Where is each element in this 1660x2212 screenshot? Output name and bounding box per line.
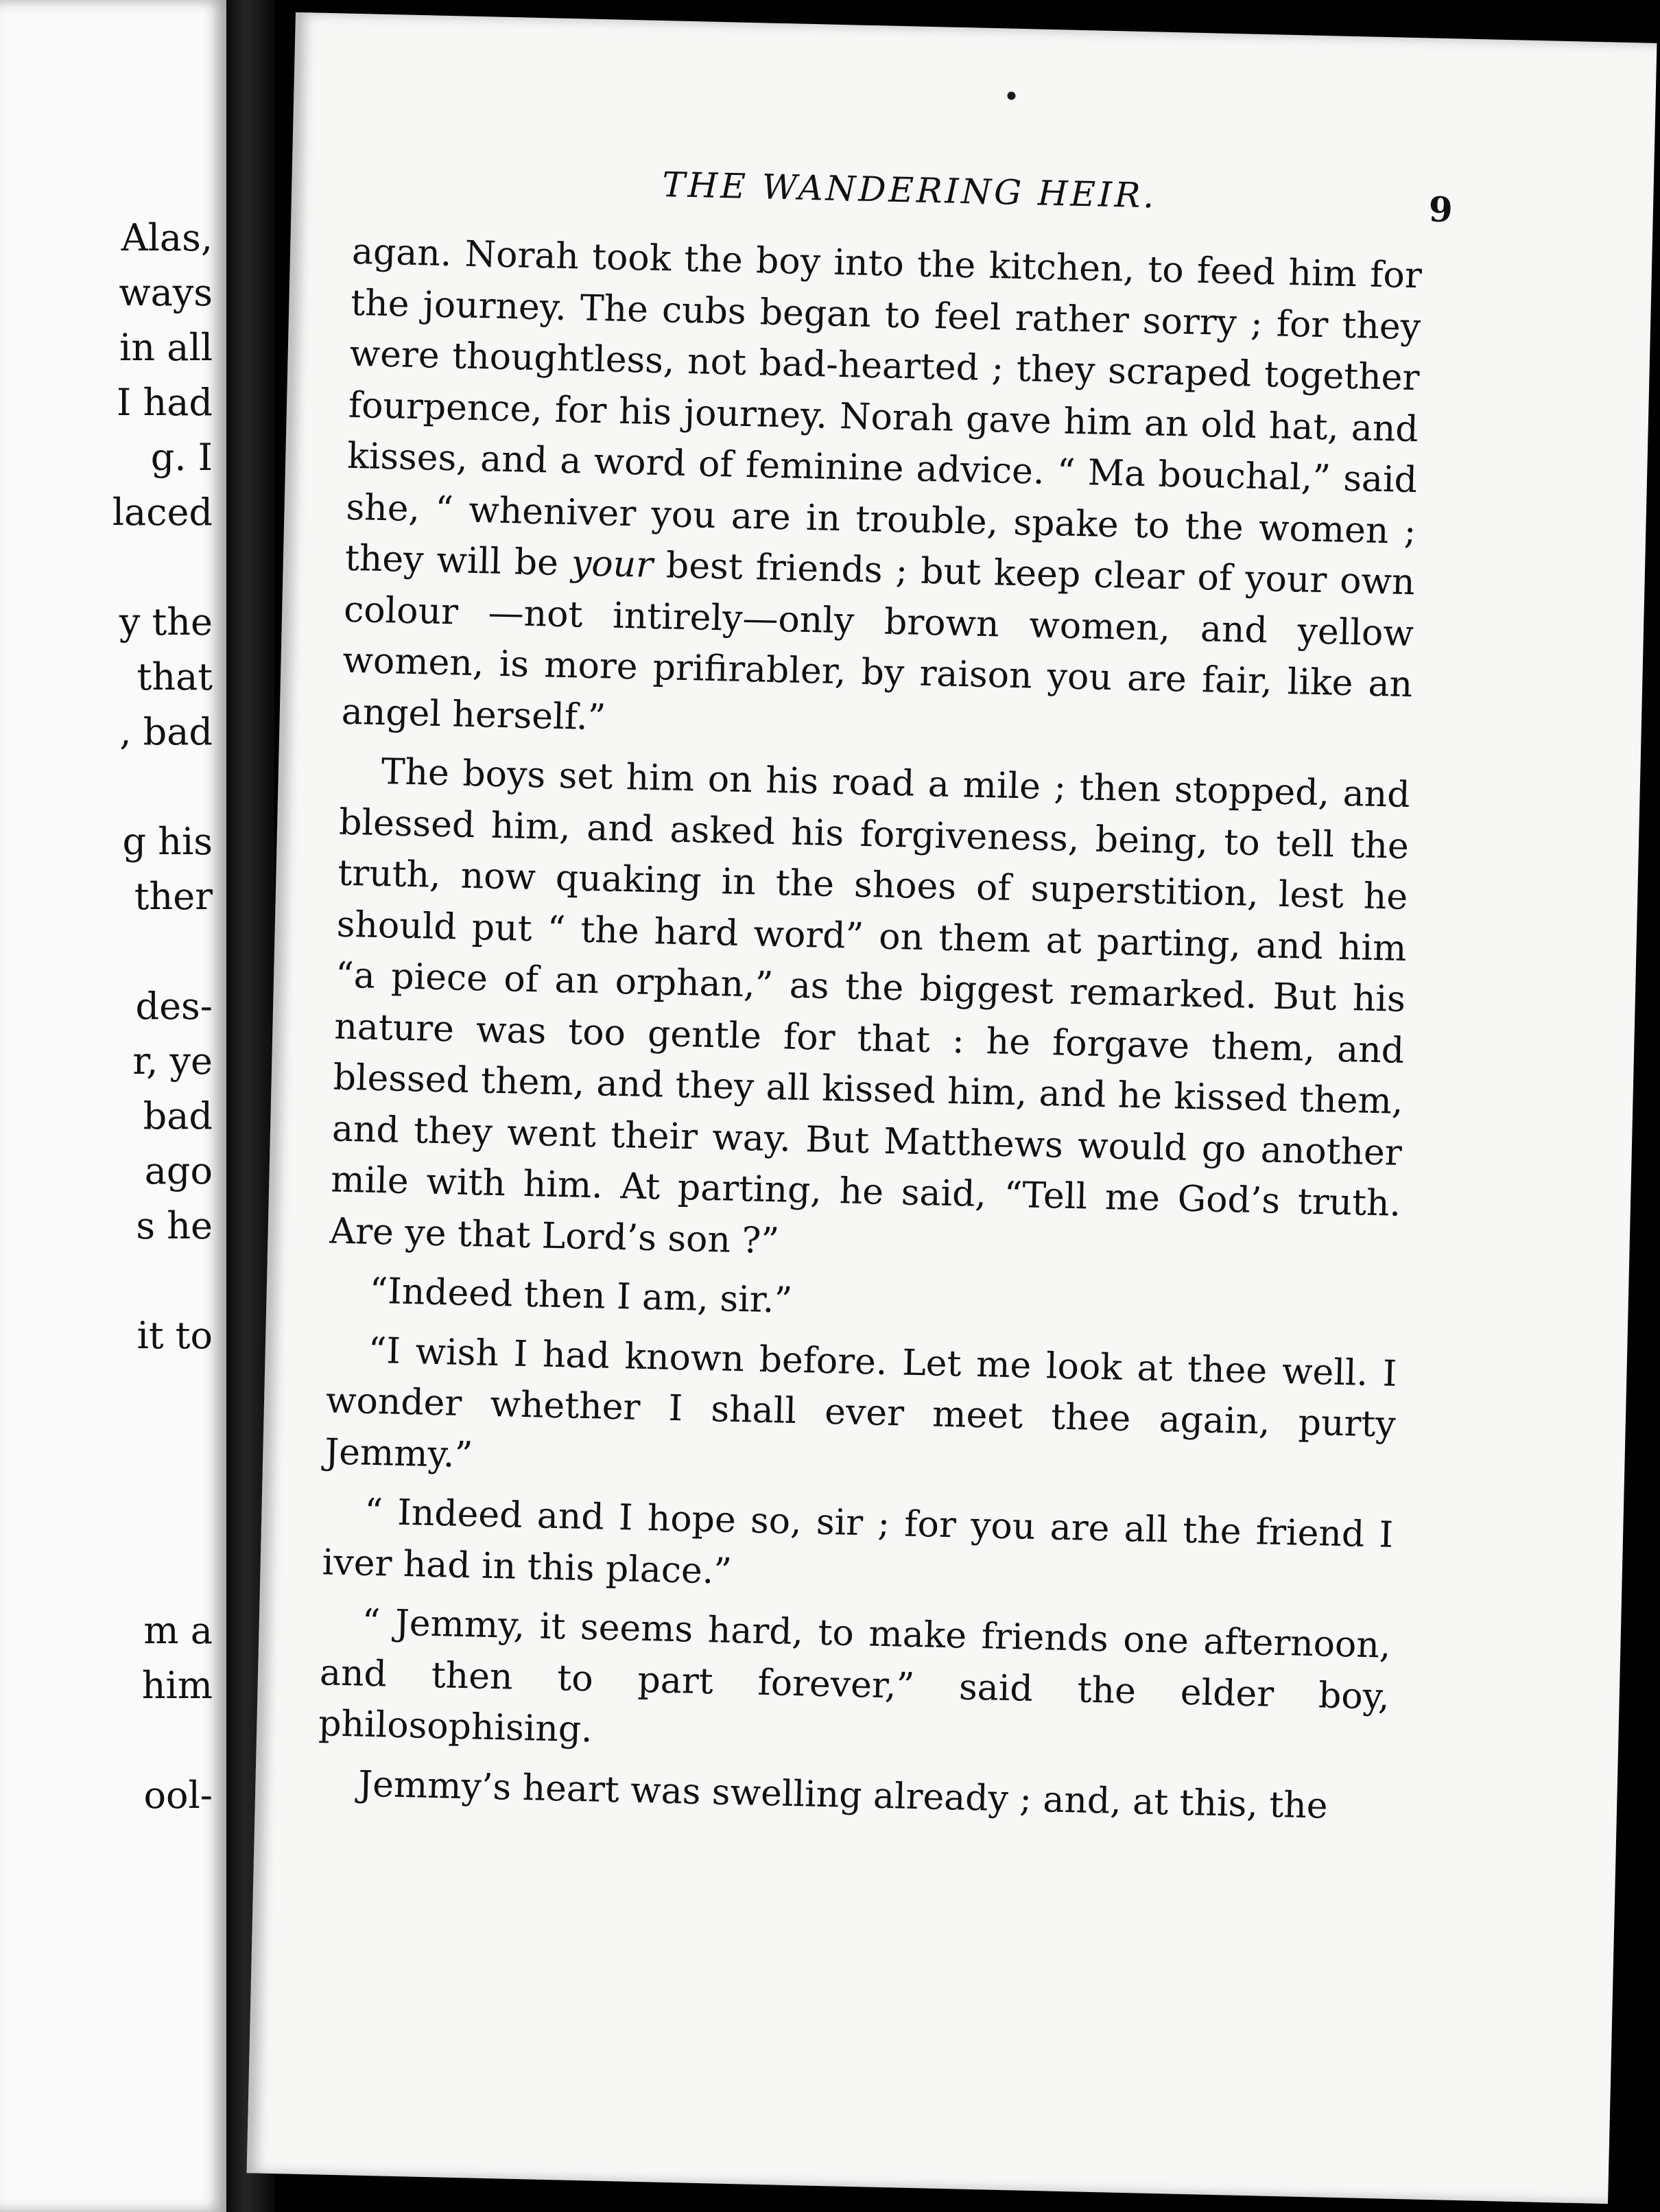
- body-text: [317, 226, 1423, 1833]
- paragraph-text: “I wish I had known before. Let me look at thee well. I wonder whether I shall ever meet thee again, purty Jemmy.”: [324, 1330, 1398, 1476]
- paragraph: [341, 226, 1423, 762]
- page-number: 9: [1428, 189, 1454, 231]
- left-page-fragment: bad: [143, 1094, 213, 1138]
- left-page-fragment: des-: [135, 985, 213, 1028]
- running-title: THE WANDERING HEIR.: [661, 165, 1157, 216]
- left-page-fragment: Alas,: [121, 216, 213, 259]
- left-facing-page: [0, 0, 226, 2212]
- paragraph: [329, 746, 1411, 1281]
- right-page: [247, 12, 1657, 2204]
- left-page-fragment: in all: [119, 326, 213, 369]
- left-page-fragment: that: [137, 655, 213, 698]
- left-page-fragment: ways: [119, 271, 213, 314]
- left-page-fragment: , bad: [119, 710, 213, 753]
- left-page-fragment: g his: [122, 820, 213, 863]
- left-page-fragment: y the: [119, 600, 213, 644]
- paragraph: [324, 1324, 1398, 1502]
- left-page-fragment: I had: [116, 381, 213, 424]
- left-page-fragment: ther: [134, 875, 213, 918]
- left-page-fragment: laced: [112, 491, 213, 534]
- left-page-fragment: r, ye: [132, 1039, 213, 1083]
- paragraph-text: “ Indeed and I hope so, sir ; for you are all the friend I iver had in this place.”: [322, 1491, 1394, 1592]
- paragraph-text: “ Jemmy, it seems hard, to make friends one afternoon, and then to part forever,” said the elder boy, philosophising.: [318, 1601, 1392, 1751]
- emphasis-text: your: [571, 543, 654, 586]
- paragraph: [318, 1596, 1392, 1774]
- left-page-fragment: g. I: [150, 436, 213, 479]
- ink-speck: [1007, 91, 1015, 99]
- left-page-fragment: s he: [136, 1204, 213, 1247]
- left-page-fragment: ool-: [143, 1774, 213, 1817]
- paragraph-text: Jemmy’s heart was swelling already ; and, at this, the: [357, 1763, 1329, 1827]
- paragraph-text: agan. Norah took the boy into the kitchen, to feed him for the journey. The cubs began to feel rather sorry ; for they were thoughtless, not bad-hearted ; they scraped together fourpence, for his journey. Norah gave him an old hat, and kisses, and a word of feminine advice. “ Ma bouchal,” said she, “ wheniver you are in trouble, spake to the women ; they will be: [344, 231, 1423, 585]
- left-page-fragment: m a: [143, 1609, 213, 1652]
- paragraph: [322, 1485, 1394, 1612]
- paragraph-text: The boys set him on his road a mile ; then stopped, and blessed him, and asked his forgiveness, being, to tell the truth, now quaking in the shoes of superstition, lest he should put “ the hard word” on them at parting, and him “a piece of an orphan,” as the biggest remarked. But his nature was too gentle for that : he forgave them, and blessed them, and they all kissed him, and he kissed them, and they went their way. But Matthews would go another mile with him. At parting, he said, “Tell me God’s truth. Are ye that Lord’s son ?”: [329, 751, 1411, 1262]
- left-page-fragment: ago: [144, 1149, 213, 1192]
- left-page-fragment: him: [141, 1664, 213, 1707]
- left-page-fragment: it to: [137, 1314, 213, 1357]
- paragraph-text: “Indeed then I am, sir.”: [369, 1270, 793, 1321]
- paragraph-text: best friends ; but keep clear of your own colour —not intirely—only brown women, and yellow women, is more prifirabler, by raison you are fair, like an angel herself.”: [341, 544, 1416, 738]
